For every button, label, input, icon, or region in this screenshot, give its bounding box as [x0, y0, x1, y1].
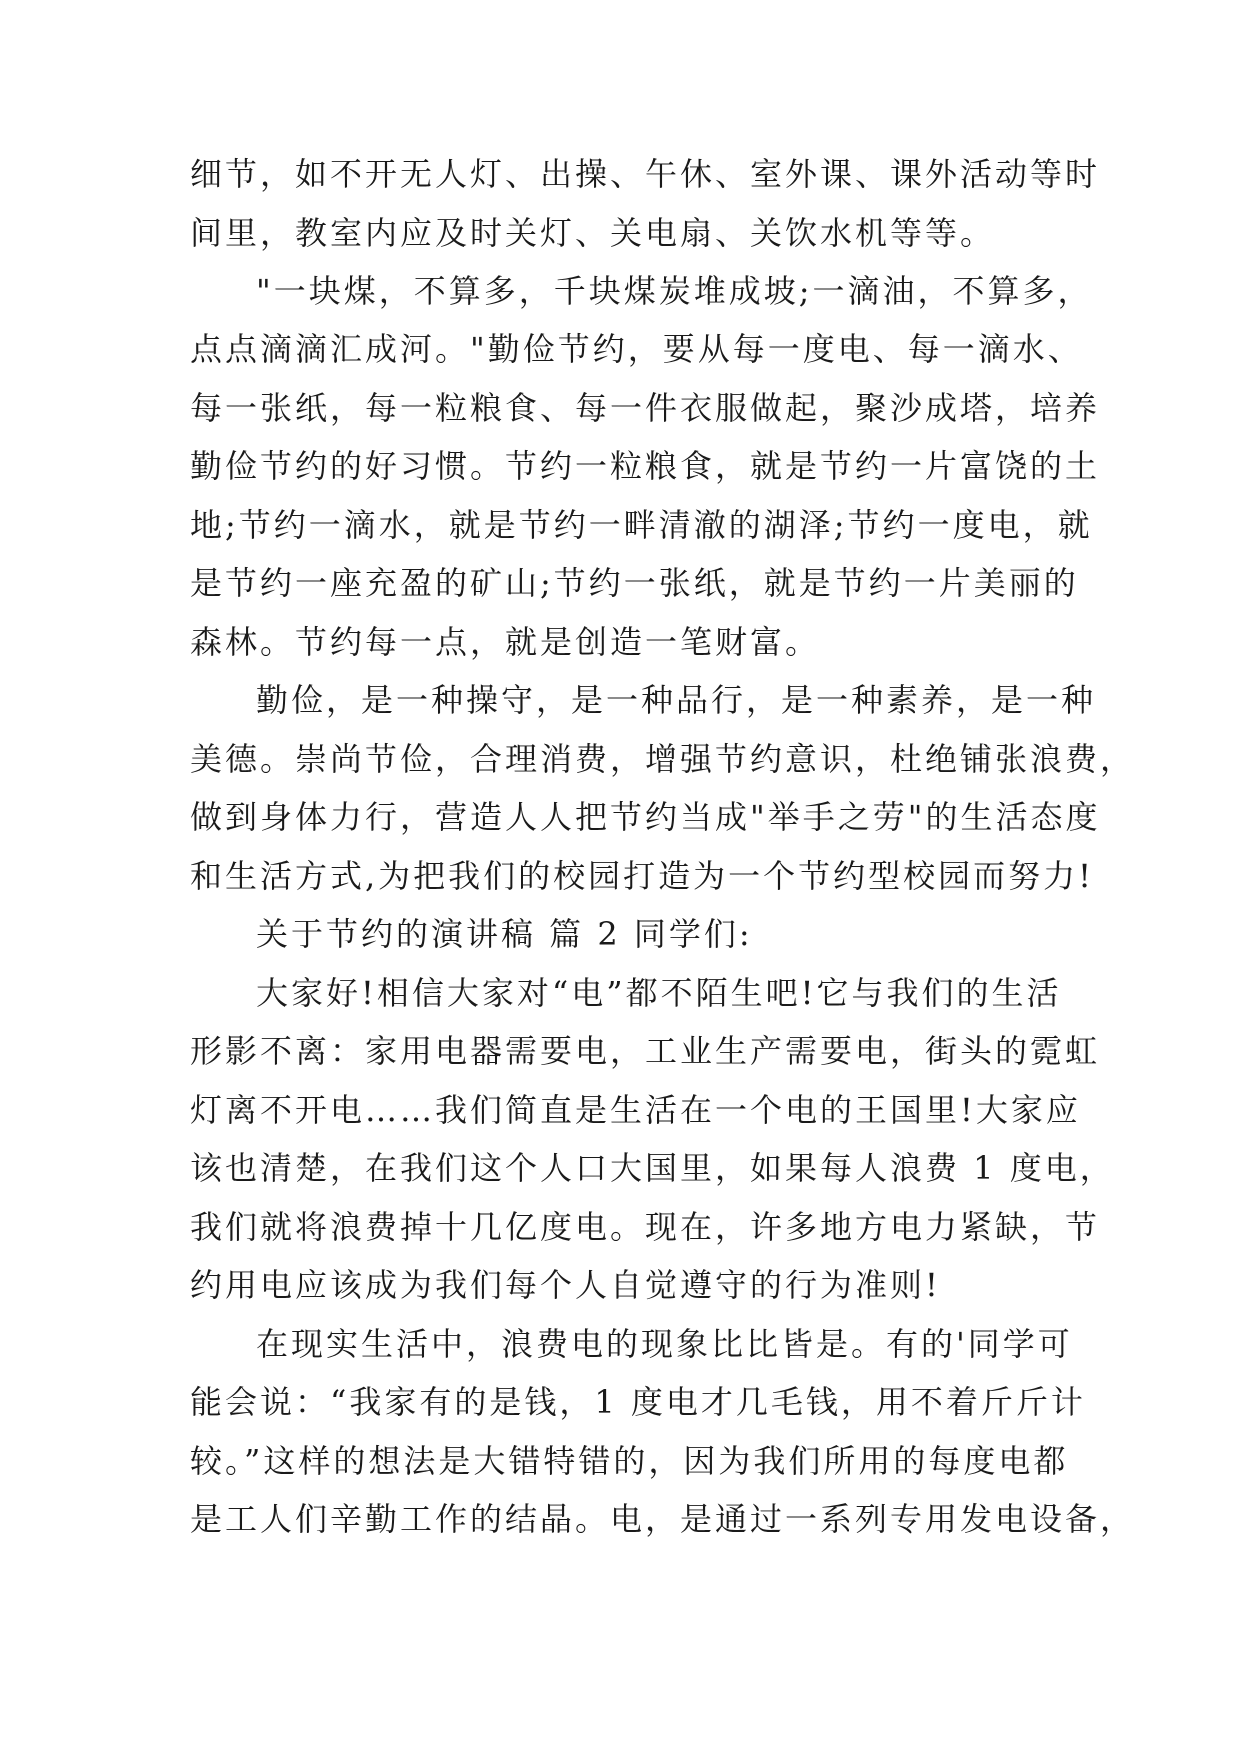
text-line: 是工人们辛勤工作的结晶。电，是通过一系列专用发电设备，: [190, 1500, 1136, 1538]
text-line: 美德。崇尚节俭，合理消费，增强节约意识，杜绝铺张浪费，: [190, 740, 1136, 778]
text-line: 做到身体力行，营造人人把节约当成"举手之劳"的生活态度: [190, 798, 1101, 836]
text-line: 勤俭节约的好习惯。节约一粒粮食，就是节约一片富饶的土: [190, 447, 1101, 485]
text-line: "一块煤，不算多，千块煤炭堆成坡;一滴油，不算多，: [256, 272, 1093, 310]
text-line: 和生活方式,为把我们的校园打造为一个节约型校园而努力!: [190, 857, 1095, 895]
text-line: 能会说：“我家有的是钱，1 度电才几毛钱，用不着斤斤计: [190, 1383, 1086, 1421]
text-line: 形影不离：家用电器需要电，工业生产需要电，街头的霓虹: [190, 1032, 1101, 1070]
text-line: 约用电应该成为我们每个人自觉遵守的行为准则!: [190, 1266, 941, 1304]
text-line: 勤俭，是一种操守，是一种品行，是一种素养，是一种: [256, 681, 1097, 719]
text-line: 灯离不开电……我们简直是生活在一个电的王国里!大家应: [190, 1091, 1081, 1129]
section-heading: 关于节约的演讲稿 篇 2 同学们:: [256, 915, 753, 953]
text-line: 间里，教室内应及时关灯、关电扇、关饮水机等等。: [190, 214, 996, 252]
text-line: 地;节约一滴水，就是节约一畔清澈的湖泽;节约一度电，就: [190, 506, 1093, 544]
text-line: 点点滴滴汇成河。"勤俭节约，要从每一度电、每一滴水、: [190, 330, 1083, 368]
text-line: 细节，如不开无人灯、出操、午休、室外课、课外活动等时: [190, 155, 1101, 193]
text-line: 该也清楚，在我们这个人口大国里，如果每人浪费 1 度电，: [190, 1149, 1115, 1187]
text-line: 每一张纸，每一粒粮食、每一件衣服做起，聚沙成塔，培养: [190, 389, 1101, 427]
text-line: 是节约一座充盈的矿山;节约一张纸，就是节约一片美丽的: [190, 564, 1079, 602]
text-line: 在现实生活中，浪费电的现象比比皆是。有的'同学可: [256, 1325, 1073, 1363]
text-line: 较。”这样的想法是大错特错的，因为我们所用的每度电都: [190, 1442, 1069, 1480]
text-line: 我们就将浪费掉十几亿度电。现在，许多地方电力紧缺，节: [190, 1208, 1101, 1246]
text-line: 大家好!相信大家对“电”都不陌生吧!它与我们的生活: [256, 974, 1062, 1012]
text-line: 森林。节约每一点，就是创造一笔财富。: [190, 623, 821, 661]
